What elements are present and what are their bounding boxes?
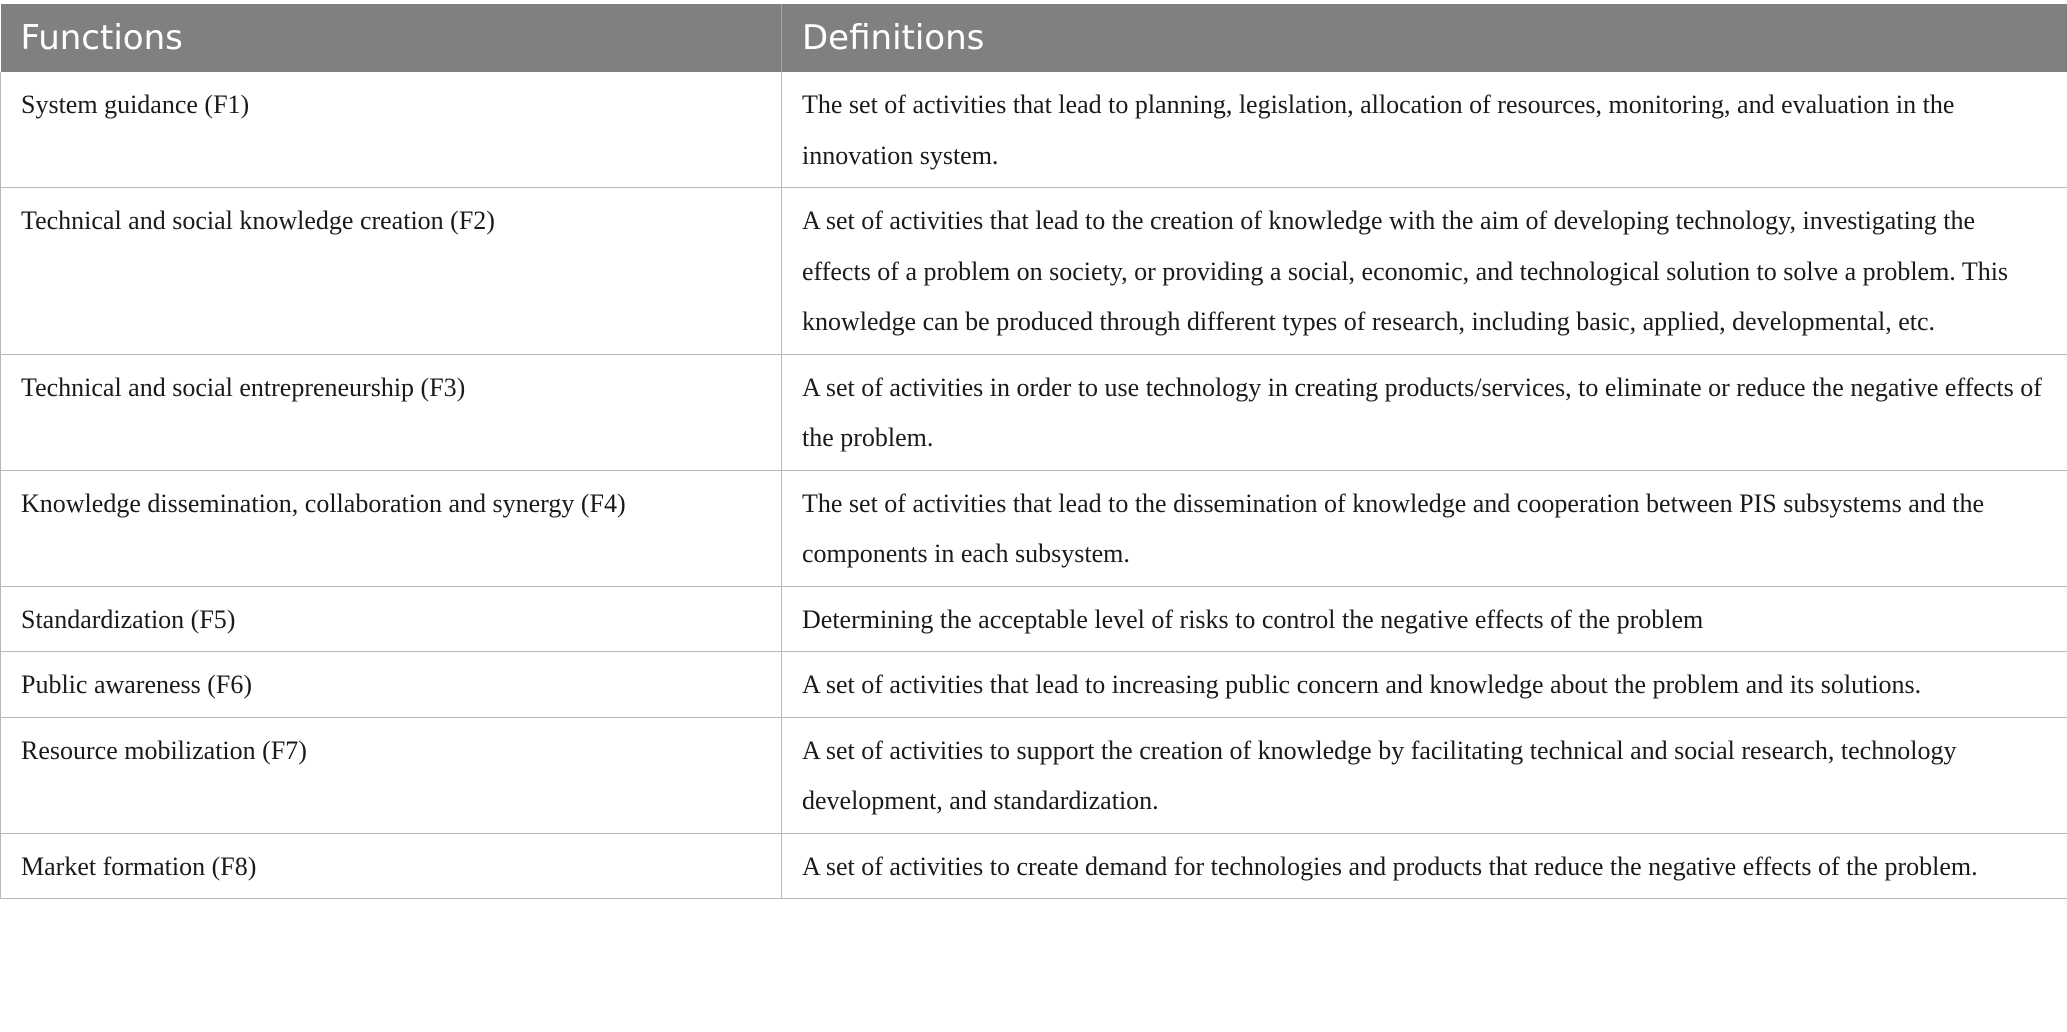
functions-table-container — [0, 4, 2067, 899]
definition-cell: A set of activities to support the creation of knowledge by facilitating technical and social research, technology development, and standardization. — [782, 717, 2067, 833]
definition-cell: Determining the acceptable level of risks to control the negative effects of the problem — [782, 586, 2067, 652]
definition-cell: A set of activities to create demand for technologies and products that reduce the negative effects of the problem. — [782, 833, 2067, 899]
definition-cell: The set of activities that lead to the dissemination of knowledge and cooperation between PIS subsystems and the components in each subsystem. — [782, 470, 2067, 586]
table-row — [1, 717, 2067, 833]
header-definitions: Definitions — [782, 4, 2067, 72]
definition-cell: A set of activities that lead to the creation of knowledge with the aim of developing technology, investigating the effects of a problem on society, or providing a social, economic, and technological solution to solve a problem. This knowledge can be produced through different types of research, including basic, applied, developmental, etc. — [782, 188, 2067, 355]
header-row — [1, 4, 2067, 72]
table-row — [1, 188, 2067, 355]
function-cell: System guidance (F1) — [1, 72, 782, 188]
definition-cell: The set of activities that lead to planning, legislation, allocation of resources, monitoring, and evaluation in the innovation system. — [782, 72, 2067, 188]
function-cell: Market formation (F8) — [1, 833, 782, 899]
function-cell: Resource mobilization (F7) — [1, 717, 782, 833]
table-row — [1, 833, 2067, 899]
functions-definitions-table — [0, 4, 2067, 899]
function-cell: Public awareness (F6) — [1, 652, 782, 718]
table-body — [1, 72, 2067, 899]
table-row — [1, 470, 2067, 586]
table-header — [1, 4, 2067, 72]
definition-cell: A set of activities that lead to increasing public concern and knowledge about the problem and its solutions. — [782, 652, 2067, 718]
function-cell: Technical and social entrepreneurship (F3) — [1, 354, 782, 470]
table-row — [1, 652, 2067, 718]
table-row — [1, 354, 2067, 470]
definition-cell: A set of activities in order to use technology in creating products/services, to eliminate or reduce the negative effects of the problem. — [782, 354, 2067, 470]
function-cell: Knowledge dissemination, collaboration and synergy (F4) — [1, 470, 782, 586]
header-functions: Functions — [1, 4, 782, 72]
function-cell: Technical and social knowledge creation (F2) — [1, 188, 782, 355]
table-row — [1, 586, 2067, 652]
function-cell: Standardization (F5) — [1, 586, 782, 652]
table-row — [1, 72, 2067, 188]
